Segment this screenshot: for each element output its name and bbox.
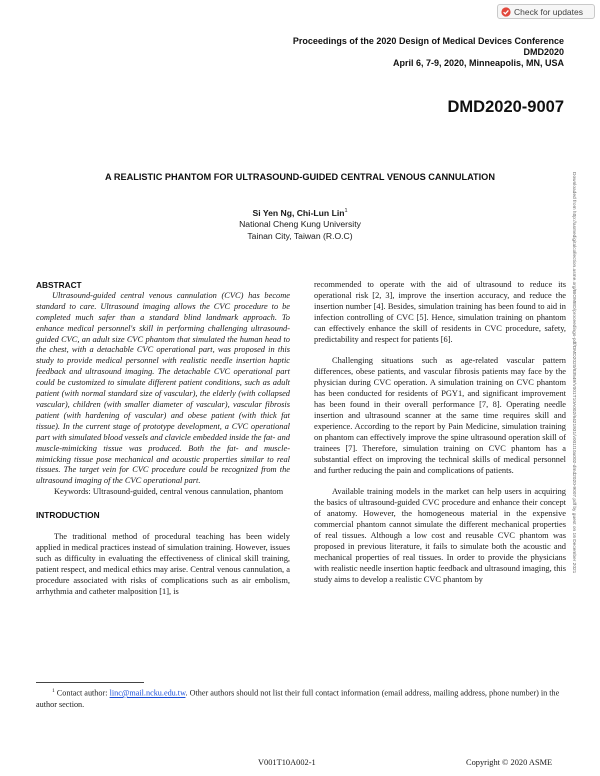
introduction-paragraph-1: The traditional method of procedural teaching has been widely applied in medical practices instead of simulation training. However, issues such as difficulty in evaluating the effectiveness of clinical skill training, patient respect, and medical ethics may arise. Central venous cannulation, a procedure associated with risks of complications such as air embolism, arrhythmia and catheter malposition [1], is xyxy=(36,532,290,596)
left-column xyxy=(36,280,290,597)
conference-name: Proceedings of the 2020 Design of Medical Devices Conference xyxy=(292,36,564,46)
download-notice-text: Downloaded from http://asmedigitalcollection.asme.org/BIOMED/proceedings-pdf/DMD2020/83549/V001T10A002/6421931/v001t10a002-dmd2020-9007.pdf by guest on 16 December 2021 xyxy=(571,172,576,574)
copyright: Copyright © 2020 ASME xyxy=(466,758,553,767)
keywords-label: Keywords: xyxy=(54,487,91,497)
keywords-text: Ultrasound-guided, central venous cannulation, phantom xyxy=(92,487,284,497)
page-code: V001T10A002-1 xyxy=(258,758,316,767)
right-column xyxy=(314,280,566,586)
right-paragraph-1: recommended to operate with the aid of ultrasound to reduce its operational risk [2, 3], improve the insertion accuracy, and reduce the insertion number [4]. Besides, simulation training has been found to aid in infection controlling of CVC [5]. Hence, simulation training on phantom can effectively enhance the skill of residents in CVC procedure, safety, predictability and respect for patients [6]. xyxy=(314,280,566,344)
author-footnote-mark: 1 xyxy=(344,208,348,214)
conference-dates: April 6, 7-9, 2020, Minneapolis, MN, USA xyxy=(392,58,564,68)
footnote-rule xyxy=(36,682,144,683)
contact-email-link[interactable]: linc@mail.ncku.edu.tw xyxy=(109,688,186,698)
abstract-text: Ultrasound-guided central venous cannulation (CVC) has become standard to care. Ultrasound imaging allows the CVC procedure to be completed much safer than a standard blind landmark approach. To enhance medical personnel's skill in performing challenging ultrasound-guided CVC, an adult size CVC phantom that simulated the human head to the chest, with a detachable CVC operational part, was proposed in this study to provide medical personnel with realistic needle insertion haptic feedback and ultrasound imaging. The detachable CVC operational part could be customized to simulate different patient conditions, such as adult patient (with normal standard size of vascular), the elderly (with collapsed vascular), children (with smaller diameter of vascular), vascular fibrosis patient (with hardening of vascular) and obese patient (with thick fat tissue). In the current stage of prototype development, a CVC operational part with simulated blood vessels and clavicle embedded inside the fat- and muscle-mimicking tissue was produced. Both the fat- and muscle-mimicking tissue pose mechanical and acoustic properties similar to real tissues. The target vein for CVC procedure could be recognized from the ultrasound imaging of the CVC operational part. xyxy=(36,290,290,486)
download-notice xyxy=(566,172,580,752)
author-location: Tainan City, Taiwan (R.O.C) xyxy=(247,230,353,241)
author-affiliation: National Cheng Kung University xyxy=(239,219,361,230)
conference-acronym: DMD2020 xyxy=(523,47,564,57)
abstract-heading: ABSTRACT xyxy=(36,280,82,290)
right-paragraph-3: Available training models in the market can help users in acquiring the basics of ultrasound-guided CVC procedure and enhance their concept of anatomy. However, the homogeneous material in the expensive commercial phantom cannot simulate the different mechanical properties of real tissues. Although a low cost and reusable CVC phantom was proposed in previous literature, it fails to simulate both the acoustic and mechanical properties of real tissues. In order to provide the physicians with realistic needle insertion haptic feedback and ultrasound imaging, this study aims to develop a realistic CVC phantom by xyxy=(314,487,566,584)
footnote-prefix: Contact author: xyxy=(56,688,108,698)
paper-title: A REALISTIC PHANTOM FOR ULTRASOUND-GUIDED CENTRAL VENOUS CANNULATION xyxy=(105,172,495,182)
author-block xyxy=(0,206,600,242)
footnote xyxy=(36,686,566,710)
keywords-line xyxy=(36,487,290,498)
paper-id: DMD2020-9007 xyxy=(447,98,564,116)
author-names: Si Yen Ng, Chi-Lun Lin xyxy=(252,207,345,218)
introduction-heading: INTRODUCTION xyxy=(36,510,100,521)
footnote-mark: 1 xyxy=(52,688,55,694)
footnote-rest: . Other authors should not list their full contact information (email address, mailing address, phone number) in the author section. xyxy=(36,688,560,709)
check-for-updates-badge[interactable] xyxy=(497,4,595,19)
check-for-updates-label: Check for updates xyxy=(514,6,583,17)
update-check-icon xyxy=(501,7,511,17)
right-paragraph-2: Challenging situations such as age-related vascular pattern differences, obese patients, and vascular fibrosis patients may face by the physician during CVC operation. A simulation training on CVC phantom has been conducted for residents of PGY1, and significant improvement has been found in their overall performance [7, 8]. Operating needle insertion and ultrasound scanner at the same time requires skill and experience. According to the report by Pain Medicine, simulation training on phantom can effectively improve the spine ultrasound operation skill of trainees [7]. Therefore, simulation training on CVC phantom has a substantial effect on improving the technical skills of medical personnel and further reducing the pain and complications of patients. xyxy=(314,356,566,475)
